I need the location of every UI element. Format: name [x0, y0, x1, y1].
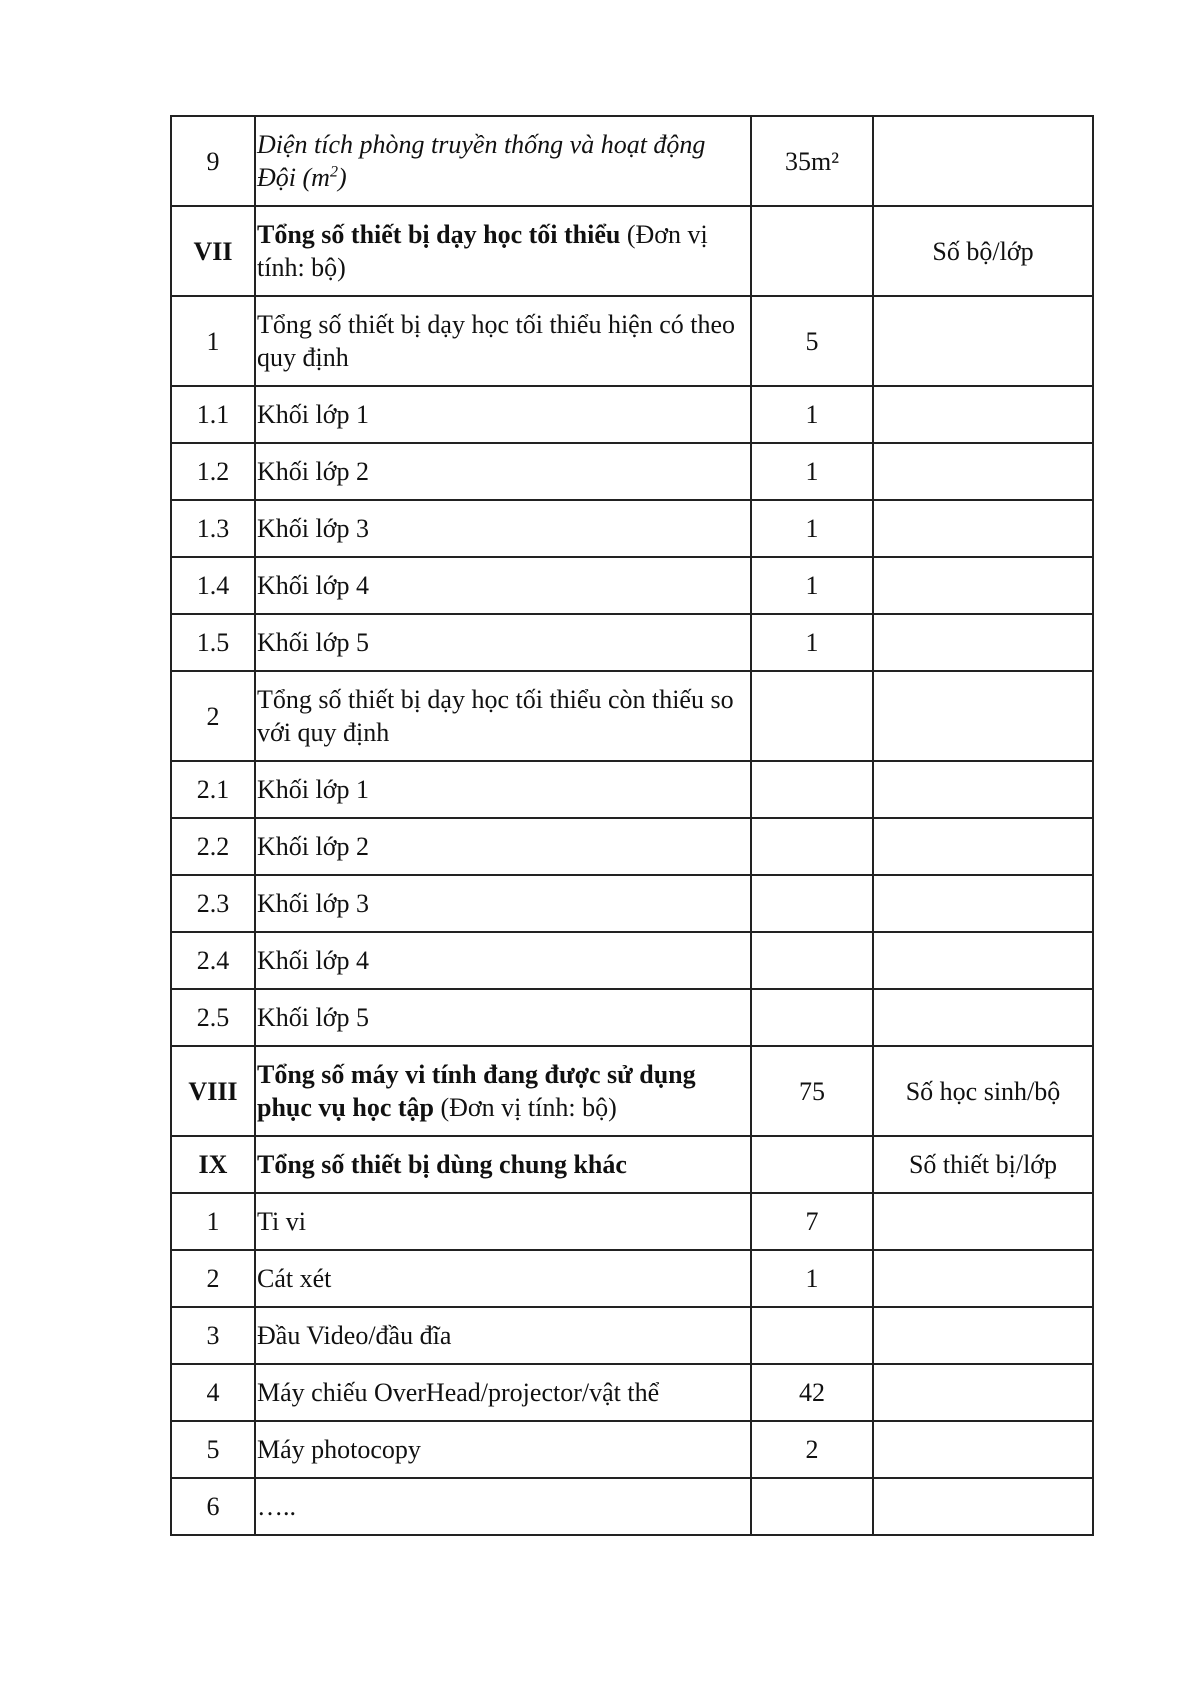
row-value: 1 — [751, 557, 873, 614]
row-number: 1 — [171, 1193, 255, 1250]
row-content — [255, 875, 751, 932]
row-number: 2 — [171, 1250, 255, 1307]
table-row — [171, 989, 1093, 1046]
row-unit — [873, 1307, 1093, 1364]
row-unit — [873, 116, 1093, 206]
row-unit — [873, 1364, 1093, 1421]
row-unit: Số bộ/lớp — [873, 206, 1093, 296]
table-row — [171, 1478, 1093, 1535]
table-row — [171, 296, 1093, 386]
row-content — [255, 818, 751, 875]
row-content — [255, 1046, 751, 1136]
table-row — [171, 932, 1093, 989]
table-row — [171, 1046, 1093, 1136]
row-value — [751, 1136, 873, 1193]
row-number: 3 — [171, 1307, 255, 1364]
row-content-text: Khối lớp 4 — [257, 946, 369, 975]
row-value: 5 — [751, 296, 873, 386]
row-value — [751, 761, 873, 818]
row-number: VII — [171, 206, 255, 296]
row-number: 2.4 — [171, 932, 255, 989]
row-unit — [873, 1478, 1093, 1535]
table-row — [171, 875, 1093, 932]
row-content — [255, 1250, 751, 1307]
row-content — [255, 500, 751, 557]
row-value: 1 — [751, 614, 873, 671]
row-number: 1 — [171, 296, 255, 386]
row-content-text: Khối lớp 1 — [257, 400, 369, 429]
table-row — [171, 557, 1093, 614]
row-unit — [873, 875, 1093, 932]
table-row — [171, 116, 1093, 206]
row-unit — [873, 1193, 1093, 1250]
row-value: 42 — [751, 1364, 873, 1421]
table-row — [171, 761, 1093, 818]
row-content-text: Ti vi — [257, 1207, 306, 1236]
facilities-table — [170, 115, 1094, 1536]
table-row — [171, 1421, 1093, 1478]
row-content-bold: Tổng số máy vi tính đang được sử dụng phục vụ học tập — [257, 1060, 696, 1122]
row-content — [255, 761, 751, 818]
row-content — [255, 296, 751, 386]
row-unit — [873, 500, 1093, 557]
table-row — [171, 386, 1093, 443]
row-value — [751, 1307, 873, 1364]
row-value: 1 — [751, 386, 873, 443]
row-content — [255, 1193, 751, 1250]
row-number: 1.3 — [171, 500, 255, 557]
row-number: 1.5 — [171, 614, 255, 671]
row-unit — [873, 557, 1093, 614]
row-value — [751, 1478, 873, 1535]
table-row — [171, 1307, 1093, 1364]
row-content — [255, 1364, 751, 1421]
table-row — [171, 1136, 1093, 1193]
row-content-text: Khối lớp 2 — [257, 457, 369, 486]
row-value: 35m² — [751, 116, 873, 206]
document-page — [170, 115, 1092, 1536]
row-content-bold: Tổng số thiết bị dạy học tối thiểu — [257, 220, 621, 249]
row-value: 1 — [751, 443, 873, 500]
row-unit — [873, 296, 1093, 386]
row-content — [255, 989, 751, 1046]
row-content — [255, 1421, 751, 1478]
row-number: 5 — [171, 1421, 255, 1478]
row-content-text: Đầu Video/đầu đĩa — [257, 1321, 452, 1350]
row-number: VIII — [171, 1046, 255, 1136]
row-content — [255, 1307, 751, 1364]
row-number: 1.2 — [171, 443, 255, 500]
row-value — [751, 875, 873, 932]
row-content-text: Tổng số thiết bị dạy học tối thiểu hiện có theo quy định — [257, 310, 736, 372]
row-content — [255, 206, 751, 296]
row-content-text: Khối lớp 2 — [257, 832, 369, 861]
row-content-text: Khối lớp 3 — [257, 514, 369, 543]
row-number: 1.4 — [171, 557, 255, 614]
row-value — [751, 671, 873, 761]
row-value: 1 — [751, 1250, 873, 1307]
table-row — [171, 206, 1093, 296]
row-content-text: Tổng số thiết bị dạy học tối thiểu còn thiếu so với quy định — [257, 685, 734, 747]
row-content-text: Khối lớp 3 — [257, 889, 369, 918]
row-number: 1.1 — [171, 386, 255, 443]
row-content — [255, 557, 751, 614]
row-content — [255, 932, 751, 989]
row-unit: Số học sinh/bộ — [873, 1046, 1093, 1136]
row-value — [751, 932, 873, 989]
table-row — [171, 818, 1093, 875]
table-row — [171, 443, 1093, 500]
row-number: 9 — [171, 116, 255, 206]
row-content-text: (Đơn vị tính: bộ) — [434, 1093, 617, 1122]
row-number: 2.3 — [171, 875, 255, 932]
row-number: 2.5 — [171, 989, 255, 1046]
row-value: 7 — [751, 1193, 873, 1250]
row-unit — [873, 386, 1093, 443]
row-unit — [873, 818, 1093, 875]
row-unit — [873, 932, 1093, 989]
row-content-text: Khối lớp 4 — [257, 571, 369, 600]
row-content-text: Khối lớp 5 — [257, 628, 369, 657]
row-content-text: Máy chiếu OverHead/projector/vật thể — [257, 1378, 660, 1407]
row-number: 2.2 — [171, 818, 255, 875]
row-number: 4 — [171, 1364, 255, 1421]
row-value: 2 — [751, 1421, 873, 1478]
row-content-superscript: 2 — [329, 163, 338, 181]
row-unit: Số thiết bị/lớp — [873, 1136, 1093, 1193]
row-content-text: Khối lớp 1 — [257, 775, 369, 804]
table-row — [171, 1250, 1093, 1307]
row-unit — [873, 989, 1093, 1046]
table-row — [171, 614, 1093, 671]
row-content — [255, 386, 751, 443]
row-value — [751, 818, 873, 875]
row-unit — [873, 1250, 1093, 1307]
row-number: IX — [171, 1136, 255, 1193]
row-content-text: Khối lớp 5 — [257, 1003, 369, 1032]
table-body — [171, 116, 1093, 1535]
row-content-text-after: ) — [337, 163, 347, 192]
row-content-text: ….. — [257, 1492, 296, 1521]
row-unit — [873, 671, 1093, 761]
row-content-bold: Tổng số thiết bị dùng chung khác — [257, 1150, 627, 1179]
row-value — [751, 989, 873, 1046]
row-content — [255, 614, 751, 671]
row-number: 2.1 — [171, 761, 255, 818]
row-value — [751, 206, 873, 296]
row-unit — [873, 614, 1093, 671]
row-content-text: Diện tích phòng truyền thống và hoạt động Đội (m — [257, 130, 706, 192]
row-number: 6 — [171, 1478, 255, 1535]
row-content — [255, 1478, 751, 1535]
row-content-text: Máy photocopy — [257, 1435, 421, 1464]
row-content — [255, 116, 751, 206]
row-content-text: (Đơn vị tính: bộ) — [257, 220, 708, 282]
row-content — [255, 443, 751, 500]
row-value: 75 — [751, 1046, 873, 1136]
row-content — [255, 671, 751, 761]
table-row — [171, 1364, 1093, 1421]
row-number: 2 — [171, 671, 255, 761]
row-content-text: Cát xét — [257, 1264, 332, 1293]
row-unit — [873, 443, 1093, 500]
table-row — [171, 500, 1093, 557]
row-unit — [873, 761, 1093, 818]
table-row — [171, 1193, 1093, 1250]
row-content — [255, 1136, 751, 1193]
table-row — [171, 671, 1093, 761]
row-value: 1 — [751, 500, 873, 557]
row-unit — [873, 1421, 1093, 1478]
